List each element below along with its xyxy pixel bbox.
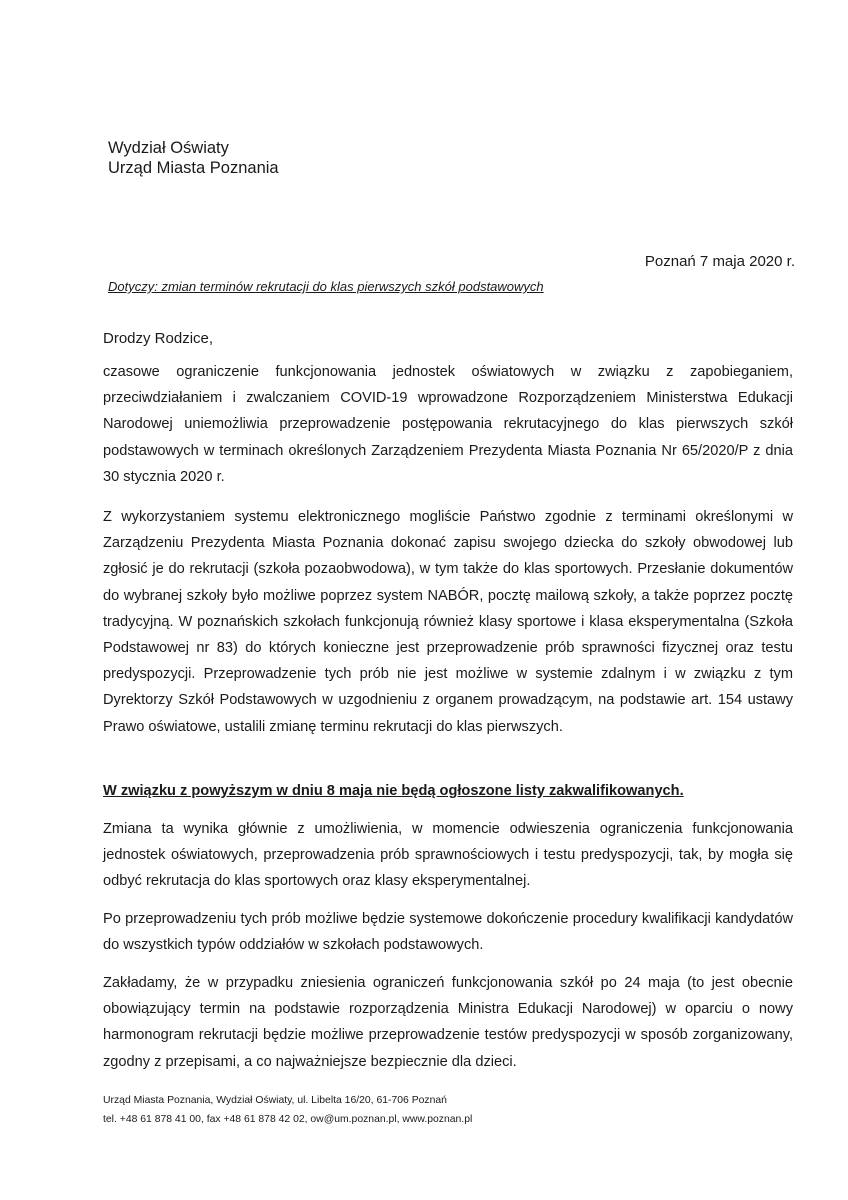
footer-address: Urząd Miasta Poznania, Wydział Oświaty, ul. Libelta 16/20, 61-706 Poznań: [103, 1095, 447, 1106]
footer-contact: tel. +48 61 878 41 00, fax +48 61 878 42 02, ow@um.poznan.pl, www.poznan.pl: [103, 1114, 473, 1125]
letter-subject: Dotyczy: zmian terminów rekrutacji do klas pierwszych szkół podstawowych: [108, 279, 544, 294]
office-name: Urząd Miasta Poznania: [108, 159, 279, 177]
letter-date: Poznań 7 maja 2020 r.: [644, 253, 795, 270]
paragraph-5: Zakładamy, że w przypadku zniesienia ograniczeń funkcjonowania szkół po 24 maja (to jest obecnie obowiązujący termin na podstawie rozporządzenia Ministra Edukacji Narodowej) w oparciu o nowy harmonogram rekrutacji będzie możliwe przeprowadzenie testów predyspozycji w sposób zorganizowany, zgodny z przepisami, a co najważniejsze bezpiecznie dla dzieci.: [103, 975, 793, 1070]
footer: [103, 1091, 472, 1129]
greeting: Drodzy Rodzice,: [103, 330, 214, 347]
paragraph-4: Po przeprowadzeniu tych prób możliwe będzie systemowe dokończenie procedury kwalifikacji kandydatów do wszystkich typów oddziałów w szkołach podstawowych.: [103, 911, 793, 954]
letterhead: [108, 138, 279, 178]
paragraph-2: Z wykorzystaniem systemu elektronicznego mogliście Państwo zgodnie z terminami określonymi w Zarządzeniu Prezydenta Miasta Poznania dokonać zapisu swojego dziecka do szkoły obwodowej lub zgłosić je do rekrutacji (szkoła pozaobwodowa), w tym także do klas sportowych. Przesłanie dokumentów do wybranej szkoły było możliwe poprzez system NABÓR, pocztę mailową szkoły, a także poprzez pocztę tradycyjną. W poznańskich szkołach funkcjonują również klasy sportowe i klasa eksperymentalna (Szkoła Podstawowej nr 83) do których konieczne jest przeprowadzenie prób sprawności fizycznej oraz testu predyspozycji. Przeprowadzenie tych prób nie jest możliwe w systemie zdalnym i w związku z tym Dyrektorzy Szkół Podstawowych w uzgodnieniu z organem prowadzącym, na podstawie art. 154 ustawy Prawo oświatowe, ustalili zmianę terminu rekrutacji do klas pierwszych.: [103, 509, 793, 735]
department-name: Wydział Oświaty: [108, 139, 229, 157]
paragraph-1: czasowe ograniczenie funkcjonowania jednostek oświatowych w związku z zapobieganiem, przeciwdziałaniem i zwalczaniem COVID-19 wprowadzone Rozporządzeniem Ministerstwa Edukacji Narodowej uniemożliwia przeprowadzenie postępowania rekrutacyjnego do klas pierwszych szkół podstawowych w terminach określonych Zarządzeniem Prezydenta Miasta Poznania Nr 65/2020/P z dnia 30 stycznia 2020 r.: [103, 364, 793, 485]
announcement-highlight: W związku z powyższym w dniu 8 maja nie będą ogłoszone listy zakwalifikowanych.: [103, 783, 684, 799]
paragraph-3: Zmiana ta wynika głównie z umożliwienia, w momencie odwieszenia ograniczenia funkcjonowania jednostek oświatowych, przeprowadzenia prób sprawnościowych i testu predyspozycji, tak, by mogła się odbyć rekrutacja do klas sportowych oraz klasy eksperymentalnej.: [103, 821, 793, 890]
